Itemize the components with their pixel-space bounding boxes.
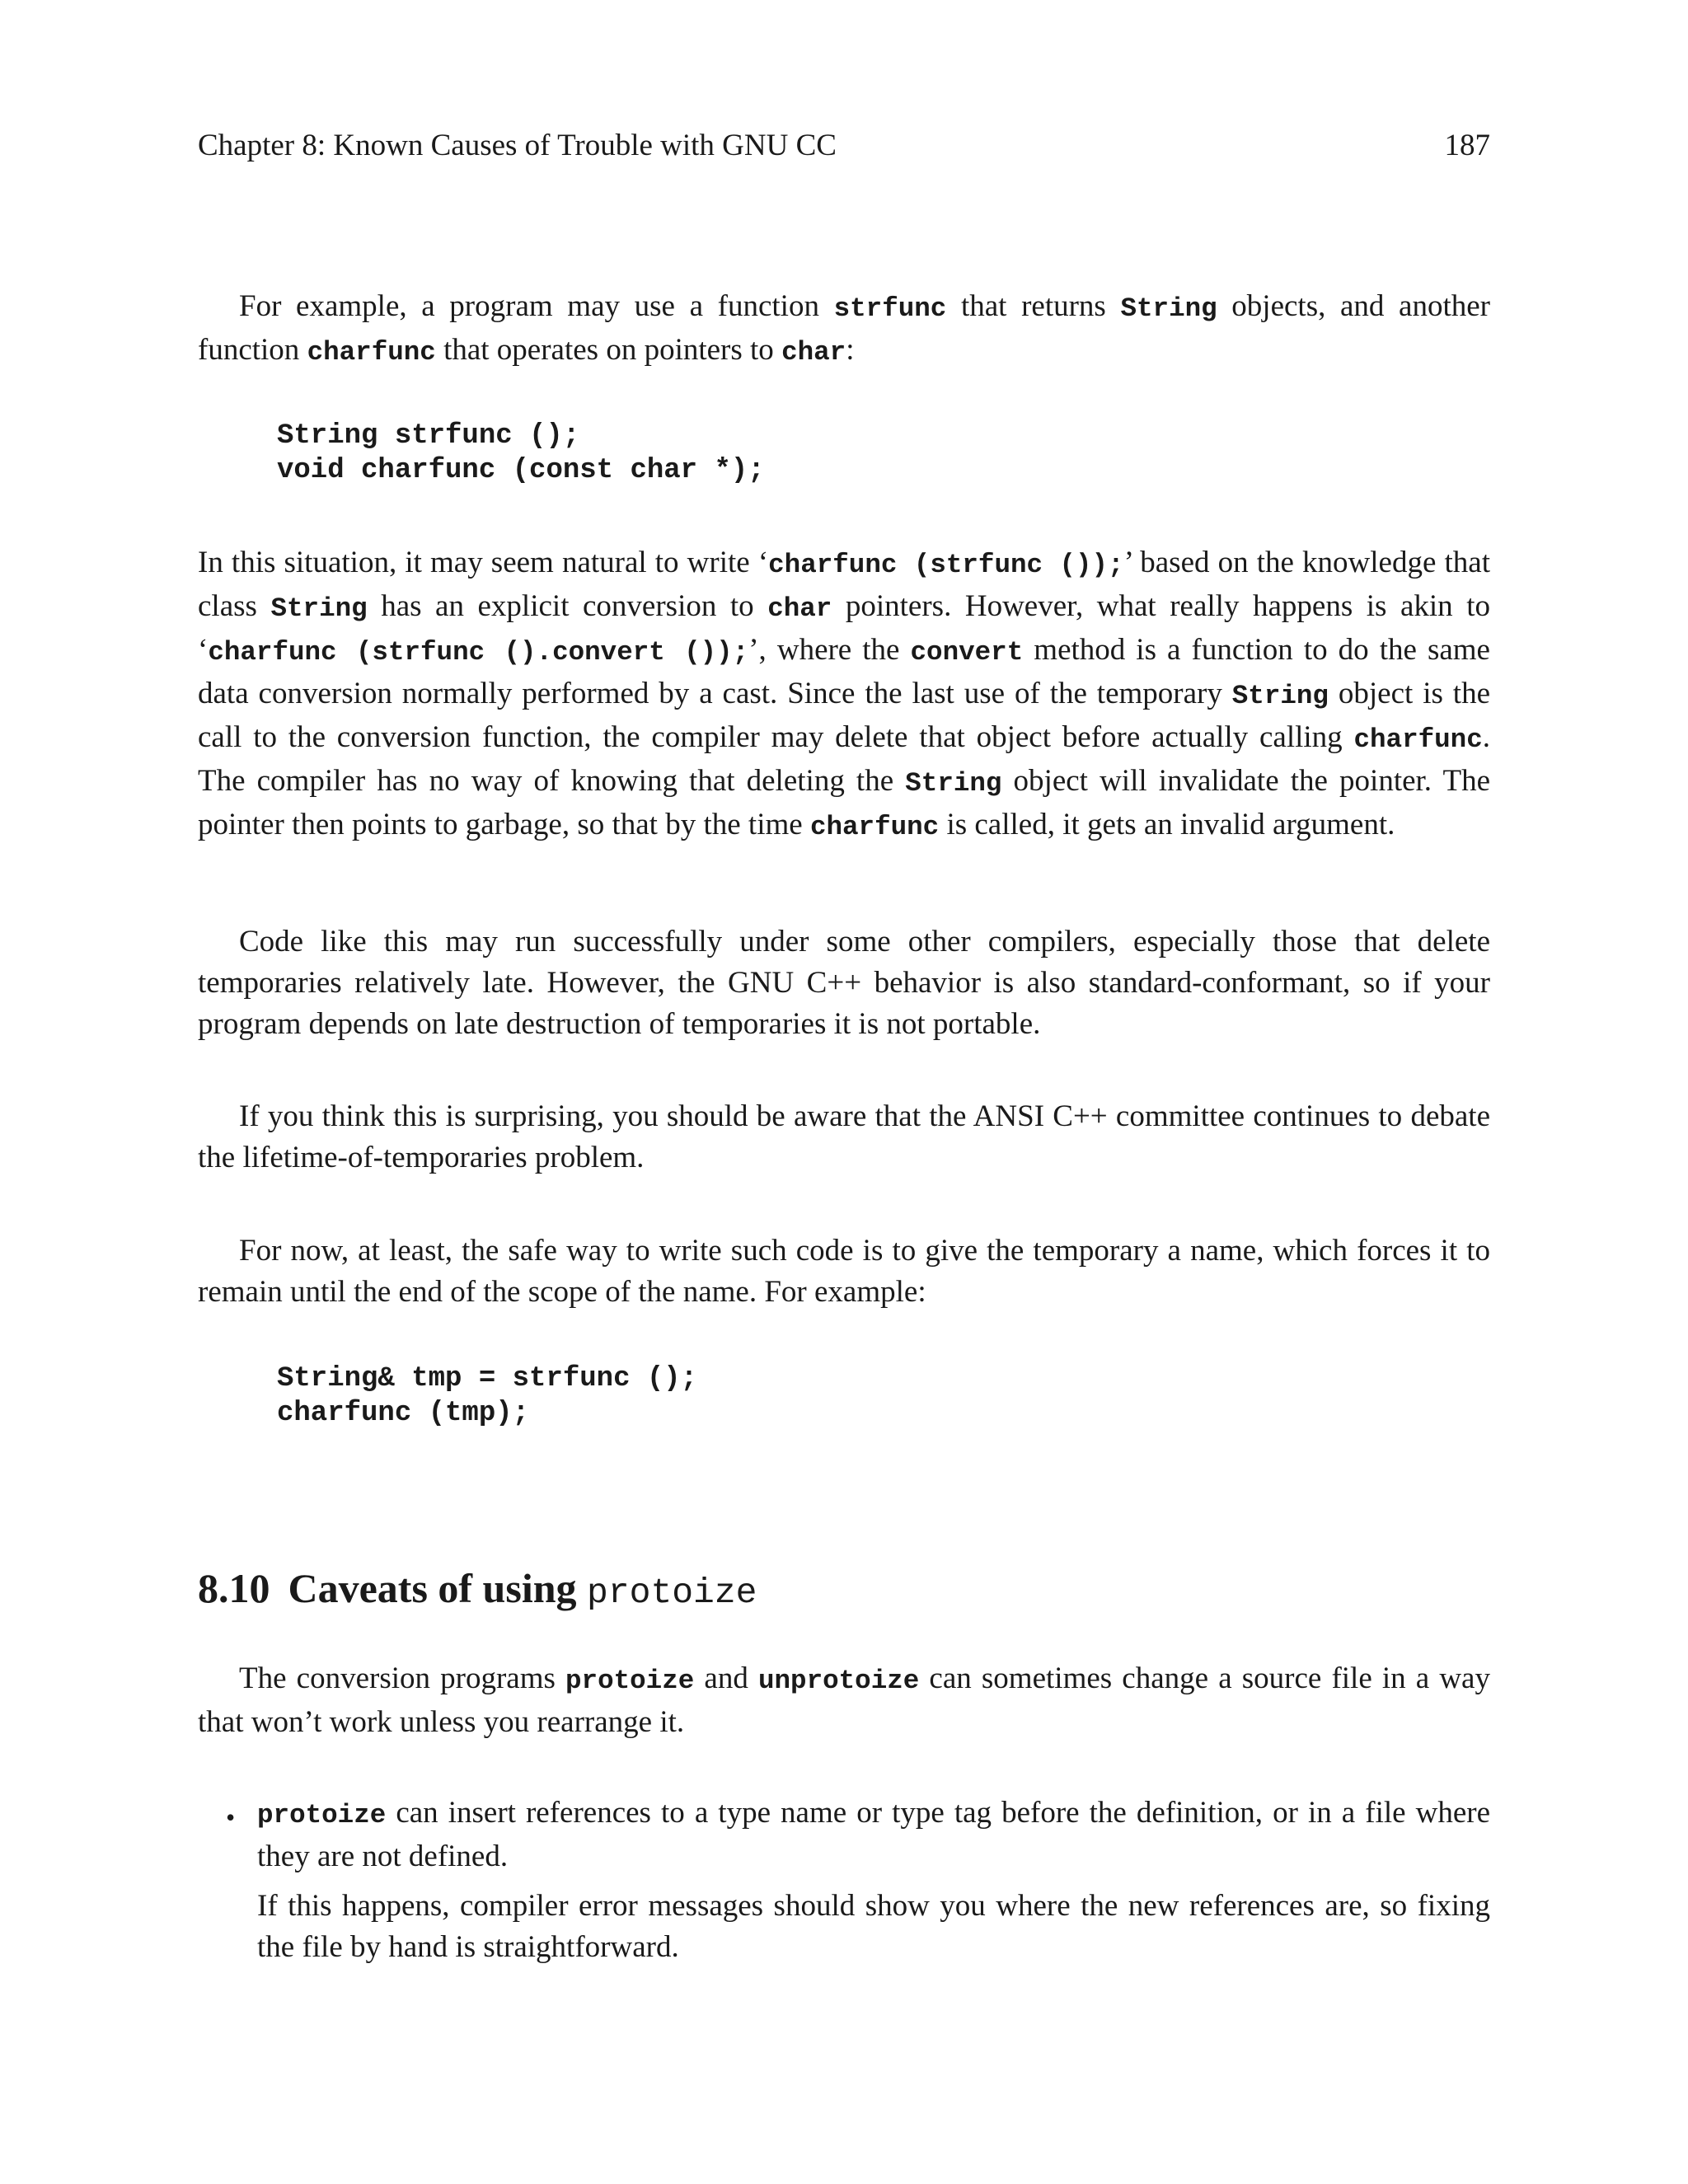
section-title: Caveats of using <box>288 1565 588 1611</box>
list-item-followup: If this happens, compiler error messages should show you where the new references are, so fixing the file by hand is straightforward. <box>257 1889 1490 1964</box>
inline-code: String <box>905 768 1002 799</box>
paragraph-intro: For example, a program may use a function strfunc that returns String objects, and another function charfunc that operates on pointers to char: <box>198 289 1491 368</box>
inline-code: charfunc <box>307 337 436 368</box>
inline-code: charfunc <box>1353 724 1483 755</box>
section-title-code: protoize <box>587 1572 757 1613</box>
inline-code: charfunc (strfunc ().convert ()); <box>208 637 749 668</box>
paragraph-other-compilers: Code like this may run successfully under some other compilers, especially those that delete temporaries relatively late. However, the GNU C++ behavior is also standard-conformant, so if your program depends on late destruction of temporaries it is not portable. <box>198 925 1490 1041</box>
paragraph-situation: In this situation, it may seem natural to write ‘charfunc (strfunc ());’ based on the knowledge that class String has an explicit conversion to char pointers. However, what really happens is akin to ‘charfunc (strfunc ().convert ());’, where the convert method is a function to do the same data conversion normally performed by a cast. Since the last use of the temporary String object is the call to the conversion function, the compiler may delete that object before actually calling charfunc. The compiler has no way of knowing that deleting the String object will invalidate the pointer. The pointer then points to garbage, so that by the time charfunc is called, it gets an invalid argument. <box>198 546 1491 842</box>
chapter-title: Chapter 8: Known Causes of Trouble with GNU CC <box>198 129 837 162</box>
inline-code: convert <box>910 637 1024 668</box>
section-heading <box>198 1563 757 1618</box>
inline-code: String <box>1231 681 1329 711</box>
page-number: 187 <box>1444 129 1490 162</box>
code-block-declarations <box>277 419 765 488</box>
paragraph-safe-way: For now, at least, the safe way to write such code is to give the temporary a name, which forces it to remain until the end of the scope of the name. For example: <box>198 1234 1490 1309</box>
inline-code: char <box>767 593 832 624</box>
inline-code: protoize <box>257 1800 387 1830</box>
code-line: charfunc (tmp); <box>277 1398 530 1429</box>
code-line: void charfunc (const char *); <box>277 455 765 486</box>
inline-code: charfunc (strfunc ()); <box>768 550 1124 580</box>
list-item: protoize can insert references to a type name or type tag before the definition, or in a file where they are not defined. <box>257 1796 1490 1873</box>
paragraph-ansi-committee: If you think this is surprising, you should be aware that the ANSI C++ committee continues to debate the lifetime-of-temporaries problem. <box>198 1099 1490 1174</box>
inline-code: unprotoize <box>757 1666 920 1696</box>
inline-code: charfunc <box>809 812 940 842</box>
inline-code: protoize <box>565 1666 695 1696</box>
running-header <box>198 128 1490 167</box>
code-line: String& tmp = strfunc (); <box>277 1363 698 1394</box>
bullet-icon: • <box>226 1802 236 1832</box>
code-line: String strfunc (); <box>277 420 580 452</box>
inline-code: char <box>781 337 846 368</box>
inline-code: String <box>1120 293 1217 324</box>
code-block-example <box>277 1361 697 1431</box>
inline-code: String <box>270 593 368 624</box>
inline-code: strfunc <box>833 293 947 324</box>
paragraph-conversion-programs: The conversion programs protoize and unprotoize can sometimes change a source file in a way that won’t work unless you rearrange it. <box>198 1661 1490 1739</box>
section-number: 8.10 <box>198 1565 270 1611</box>
